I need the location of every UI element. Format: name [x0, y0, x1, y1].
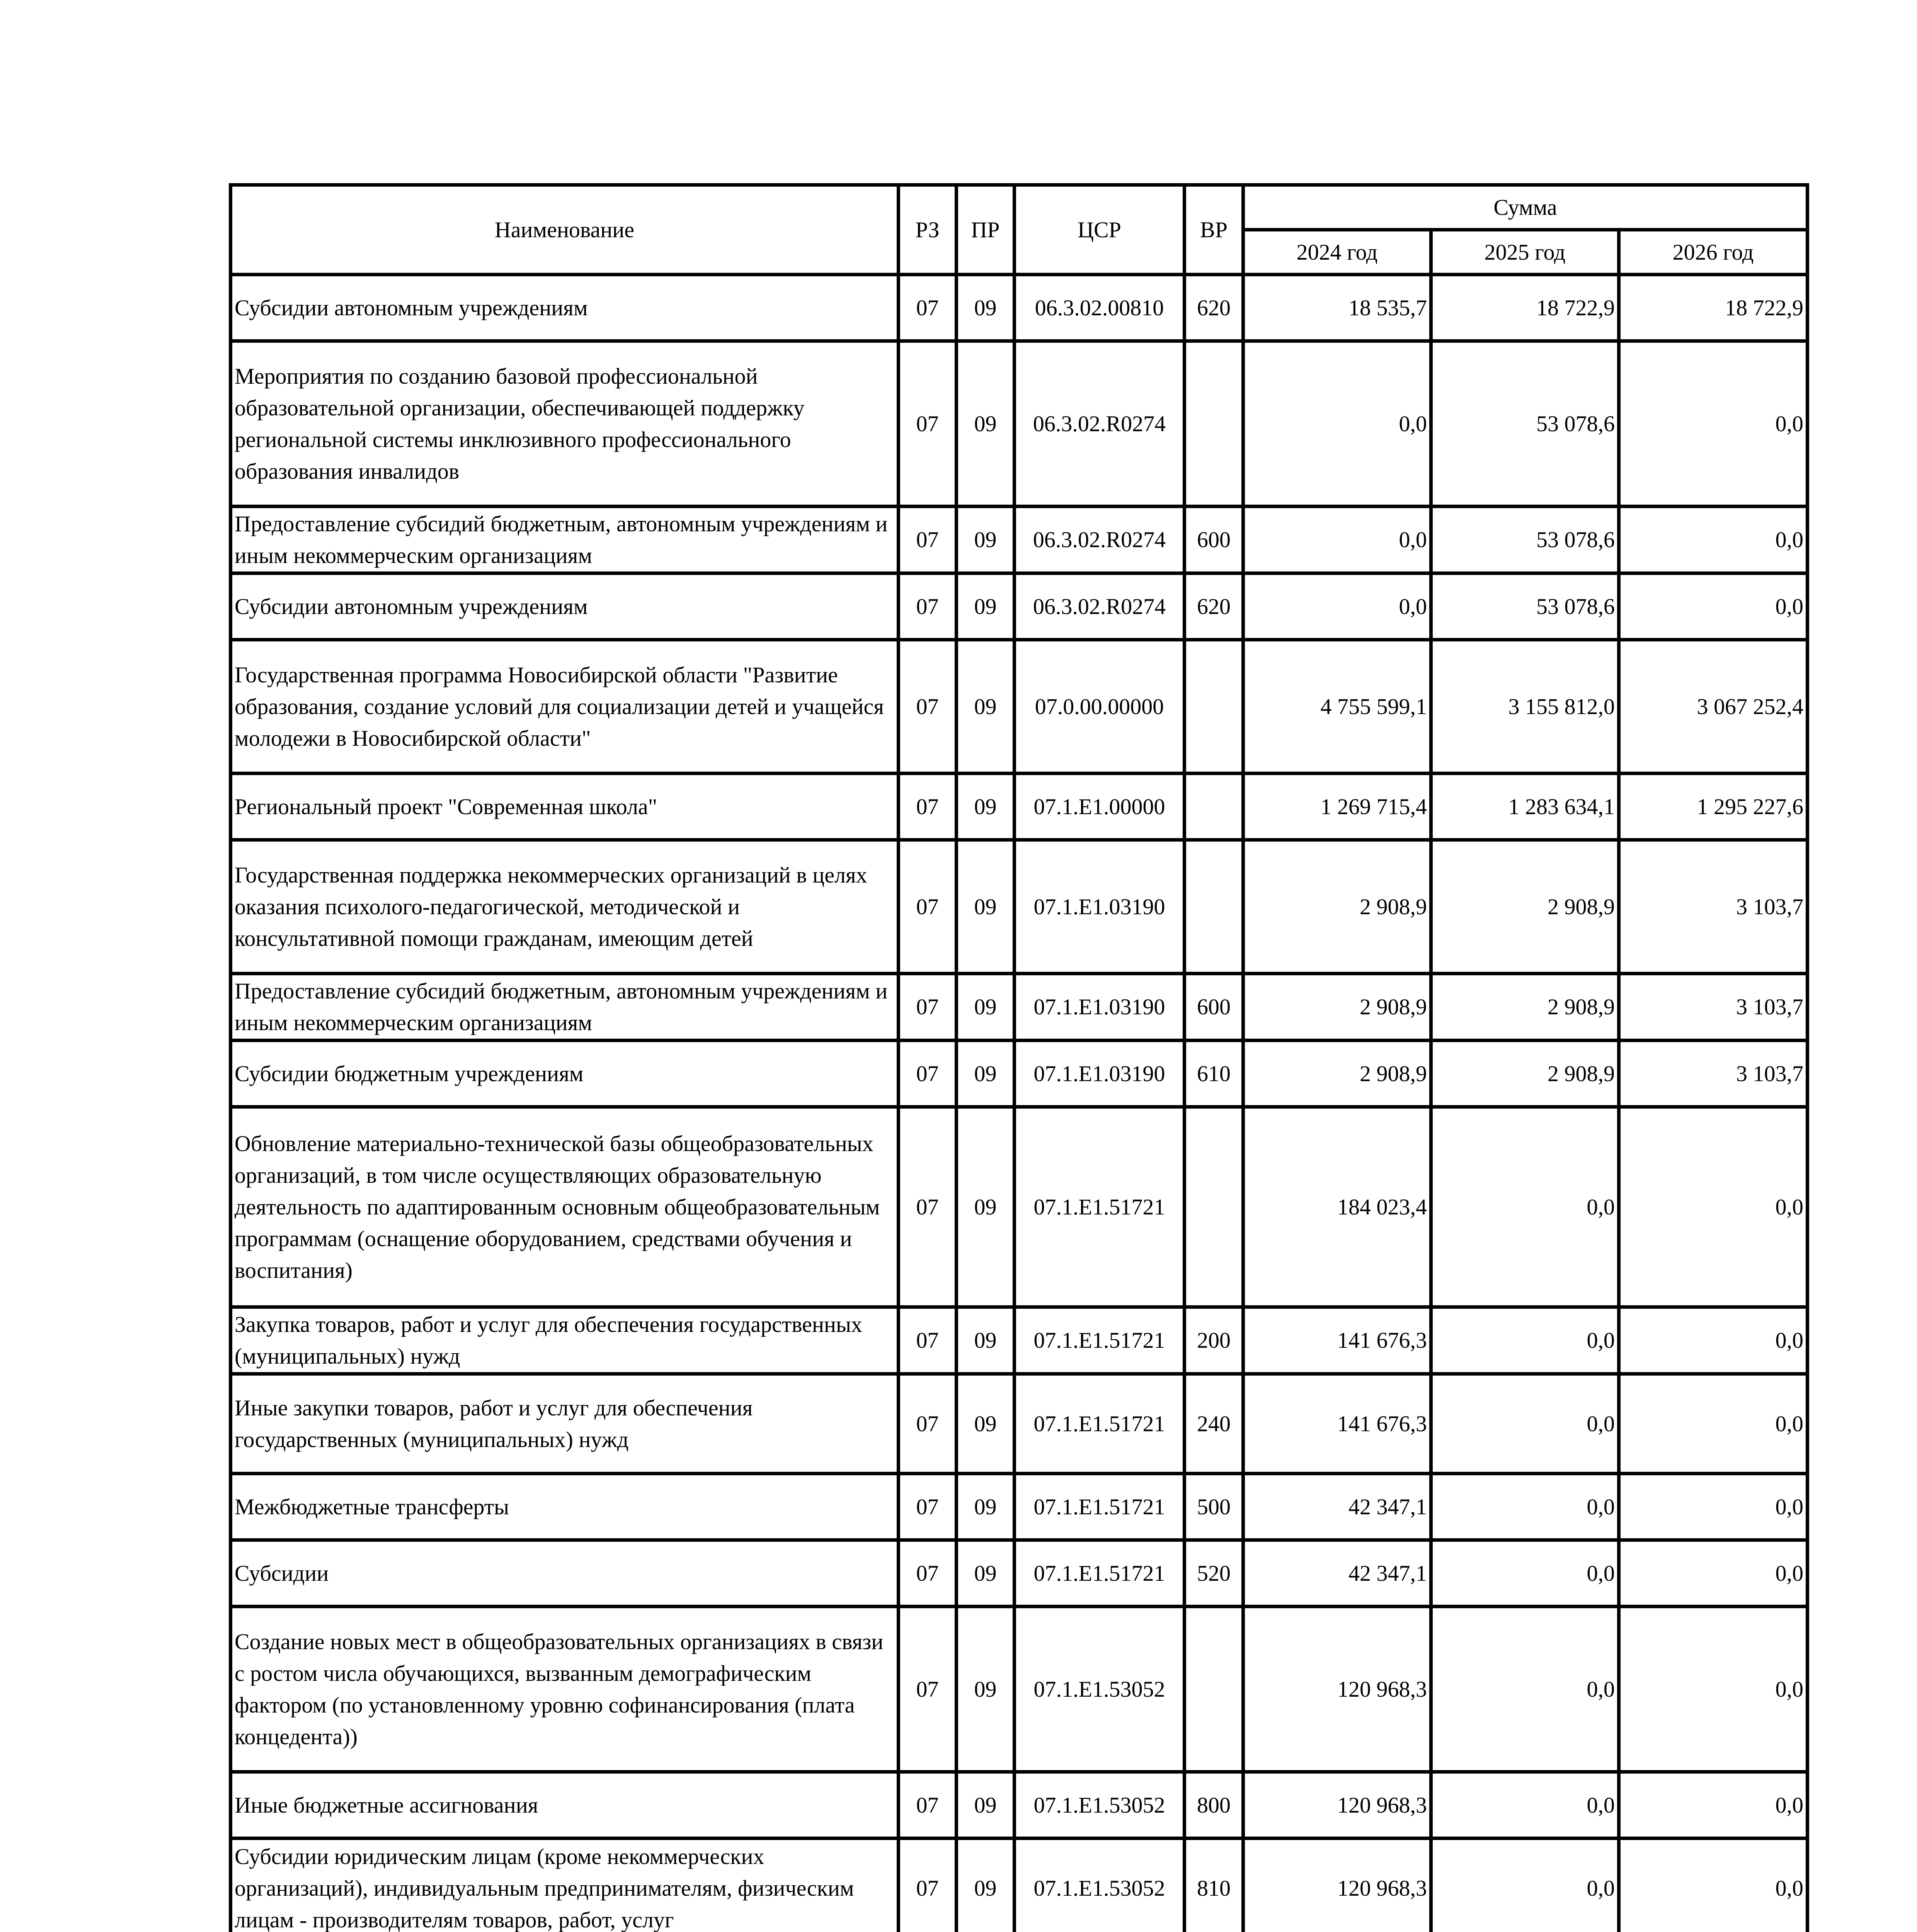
- cell-csr: 06.3.02.00810: [1015, 275, 1185, 341]
- cell-y2026: 0,0: [1619, 1540, 1808, 1607]
- cell-vr: 500: [1185, 1474, 1243, 1540]
- table-row: [231, 1307, 1808, 1374]
- cell-rz: 07: [899, 341, 957, 507]
- cell-pr: 09: [957, 1374, 1015, 1474]
- table-row: [231, 573, 1808, 640]
- cell-y2026: 0,0: [1619, 341, 1808, 507]
- cell-vr: 610: [1185, 1041, 1243, 1107]
- cell-y2026: 0,0: [1619, 1374, 1808, 1474]
- cell-name: Субсидии бюджетным учреждениям: [231, 1041, 899, 1107]
- table-row: [231, 1540, 1808, 1607]
- table-row: [231, 1838, 1808, 1932]
- cell-vr: 810: [1185, 1838, 1243, 1932]
- cell-rz: 07: [899, 974, 957, 1041]
- cell-y2025: 0,0: [1431, 1540, 1619, 1607]
- cell-y2025: 0,0: [1431, 1107, 1619, 1307]
- cell-csr: 07.1.E1.53052: [1015, 1838, 1185, 1932]
- cell-y2025: 0,0: [1431, 1474, 1619, 1540]
- cell-y2025: 3 155 812,0: [1431, 640, 1619, 774]
- cell-rz: 07: [899, 1772, 957, 1838]
- cell-y2026: 3 067 252,4: [1619, 640, 1808, 774]
- cell-vr: 240: [1185, 1374, 1243, 1474]
- cell-vr: [1185, 341, 1243, 507]
- cell-csr: 07.1.E1.51721: [1015, 1307, 1185, 1374]
- cell-name: Субсидии юридическим лицам (кроме некоммерческих организаций), индивидуальным предпринимателям, физическим лицам - производителям товаров, работ, услуг: [231, 1838, 899, 1932]
- cell-rz: 07: [899, 1838, 957, 1932]
- cell-rz: 07: [899, 1540, 957, 1607]
- cell-vr: [1185, 774, 1243, 840]
- cell-name: Субсидии автономным учреждениям: [231, 275, 899, 341]
- cell-pr: 09: [957, 341, 1015, 507]
- cell-vr: 620: [1185, 573, 1243, 640]
- cell-y2025: 53 078,6: [1431, 507, 1619, 573]
- cell-pr: 09: [957, 1540, 1015, 1607]
- cell-pr: 09: [957, 1307, 1015, 1374]
- table-row: [231, 1772, 1808, 1838]
- cell-rz: 07: [899, 1374, 957, 1474]
- cell-y2024: 0,0: [1243, 573, 1431, 640]
- cell-y2024: 4 755 599,1: [1243, 640, 1431, 774]
- cell-vr: [1185, 1107, 1243, 1307]
- cell-name: Субсидии: [231, 1540, 899, 1607]
- cell-rz: 07: [899, 1041, 957, 1107]
- cell-y2024: 141 676,3: [1243, 1307, 1431, 1374]
- cell-csr: 07.0.00.00000: [1015, 640, 1185, 774]
- cell-name: Предоставление субсидий бюджетным, автономным учреждениям и иным некоммерческим организациям: [231, 507, 899, 573]
- cell-y2024: 120 968,3: [1243, 1607, 1431, 1772]
- cell-y2024: 18 535,7: [1243, 275, 1431, 341]
- cell-y2026: 0,0: [1619, 573, 1808, 640]
- cell-name: Предоставление субсидий бюджетным, автономным учреждениям и иным некоммерческим организациям: [231, 974, 899, 1041]
- cell-y2024: 2 908,9: [1243, 840, 1431, 974]
- cell-name: Обновление материально-технической базы общеобразовательных организаций, в том числе осуществляющих образовательную деятельность по адаптированным основным общеобразовательным программам (оснащение оборудованием, средствами обучения и воспитания): [231, 1107, 899, 1307]
- cell-vr: [1185, 1607, 1243, 1772]
- cell-vr: 600: [1185, 974, 1243, 1041]
- cell-csr: 07.1.E1.03190: [1015, 840, 1185, 974]
- cell-pr: 09: [957, 1838, 1015, 1932]
- cell-y2024: 141 676,3: [1243, 1374, 1431, 1474]
- header-rz: РЗ: [899, 185, 957, 275]
- cell-y2024: 1 269 715,4: [1243, 774, 1431, 840]
- cell-pr: 09: [957, 1107, 1015, 1307]
- cell-y2025: 1 283 634,1: [1431, 774, 1619, 840]
- cell-y2025: 0,0: [1431, 1374, 1619, 1474]
- cell-y2026: 0,0: [1619, 507, 1808, 573]
- cell-csr: 07.1.E1.53052: [1015, 1607, 1185, 1772]
- cell-y2024: 2 908,9: [1243, 1041, 1431, 1107]
- cell-name: Государственная программа Новосибирской области "Развитие образования, создание условий для социализации детей и учащейся молодежи в Новосибирской области": [231, 640, 899, 774]
- cell-name: Иные бюджетные ассигнования: [231, 1772, 899, 1838]
- cell-rz: 07: [899, 275, 957, 341]
- cell-pr: 09: [957, 1772, 1015, 1838]
- cell-y2025: 53 078,6: [1431, 341, 1619, 507]
- cell-y2025: 2 908,9: [1431, 1041, 1619, 1107]
- table-row: [231, 1374, 1808, 1474]
- cell-name: Закупка товаров, работ и услуг для обеспечения государственных (муниципальных) нужд: [231, 1307, 899, 1374]
- header-vr: ВР: [1185, 185, 1243, 275]
- cell-vr: 600: [1185, 507, 1243, 573]
- cell-name: Межбюджетные трансферты: [231, 1474, 899, 1540]
- header-2025: 2025 год: [1431, 230, 1619, 275]
- cell-vr: 620: [1185, 275, 1243, 341]
- cell-rz: 07: [899, 840, 957, 974]
- cell-pr: 09: [957, 640, 1015, 774]
- cell-y2025: 2 908,9: [1431, 840, 1619, 974]
- cell-y2024: 120 968,3: [1243, 1838, 1431, 1932]
- cell-rz: 07: [899, 640, 957, 774]
- cell-rz: 07: [899, 1307, 957, 1374]
- table-row: [231, 1041, 1808, 1107]
- cell-pr: 09: [957, 573, 1015, 640]
- cell-pr: 09: [957, 774, 1015, 840]
- cell-y2026: 0,0: [1619, 1307, 1808, 1374]
- cell-y2024: 42 347,1: [1243, 1474, 1431, 1540]
- cell-pr: 09: [957, 1607, 1015, 1772]
- cell-y2026: 3 103,7: [1619, 1041, 1808, 1107]
- table-row: [231, 974, 1808, 1041]
- table-body: [231, 275, 1808, 1932]
- cell-pr: 09: [957, 1474, 1015, 1540]
- table-row: [231, 1474, 1808, 1540]
- cell-name: Государственная поддержка некоммерческих организаций в целях оказания психолого-педагогической, методической и консультативной помощи гражданам, имеющим детей: [231, 840, 899, 974]
- cell-csr: 06.3.02.R0274: [1015, 573, 1185, 640]
- cell-csr: 07.1.E1.00000: [1015, 774, 1185, 840]
- cell-vr: 520: [1185, 1540, 1243, 1607]
- cell-csr: 07.1.E1.51721: [1015, 1107, 1185, 1307]
- cell-csr: 06.3.02.R0274: [1015, 507, 1185, 573]
- cell-y2024: 2 908,9: [1243, 974, 1431, 1041]
- cell-name: Региональный проект "Современная школа": [231, 774, 899, 840]
- cell-y2026: 0,0: [1619, 1772, 1808, 1838]
- cell-csr: 07.1.E1.51721: [1015, 1540, 1185, 1607]
- cell-pr: 09: [957, 275, 1015, 341]
- cell-vr: 200: [1185, 1307, 1243, 1374]
- cell-y2025: 0,0: [1431, 1607, 1619, 1772]
- cell-csr: 07.1.E1.51721: [1015, 1374, 1185, 1474]
- cell-y2024: 42 347,1: [1243, 1540, 1431, 1607]
- header-pr: ПР: [957, 185, 1015, 275]
- header-2026: 2026 год: [1619, 230, 1808, 275]
- cell-y2025: 2 908,9: [1431, 974, 1619, 1041]
- cell-vr: [1185, 840, 1243, 974]
- cell-csr: 07.1.E1.53052: [1015, 1772, 1185, 1838]
- cell-y2026: 3 103,7: [1619, 840, 1808, 974]
- table-row: [231, 275, 1808, 341]
- cell-rz: 07: [899, 1474, 957, 1540]
- cell-y2025: 0,0: [1431, 1838, 1619, 1932]
- cell-csr: 07.1.E1.03190: [1015, 974, 1185, 1041]
- cell-y2026: 1 295 227,6: [1619, 774, 1808, 840]
- cell-csr: 06.3.02.R0274: [1015, 341, 1185, 507]
- cell-pr: 09: [957, 507, 1015, 573]
- cell-pr: 09: [957, 1041, 1015, 1107]
- cell-y2025: 0,0: [1431, 1772, 1619, 1838]
- cell-pr: 09: [957, 840, 1015, 974]
- cell-y2024: 184 023,4: [1243, 1107, 1431, 1307]
- cell-name: Субсидии автономным учреждениям: [231, 573, 899, 640]
- cell-rz: 07: [899, 507, 957, 573]
- header-sum: Сумма: [1243, 185, 1808, 230]
- cell-y2026: 3 103,7: [1619, 974, 1808, 1041]
- cell-vr: [1185, 640, 1243, 774]
- table-row: [231, 840, 1808, 974]
- table-row: [231, 1607, 1808, 1772]
- cell-y2026: 18 722,9: [1619, 275, 1808, 341]
- cell-y2024: 0,0: [1243, 341, 1431, 507]
- cell-y2026: 0,0: [1619, 1607, 1808, 1772]
- cell-y2025: 18 722,9: [1431, 275, 1619, 341]
- cell-rz: 07: [899, 1607, 957, 1772]
- cell-y2026: 0,0: [1619, 1474, 1808, 1540]
- cell-vr: 800: [1185, 1772, 1243, 1838]
- cell-csr: 07.1.E1.51721: [1015, 1474, 1185, 1540]
- table-row: [231, 507, 1808, 573]
- cell-name: Создание новых мест в общеобразовательных организациях в связи с ростом числа обучающихся, вызванным демографическим фактором (по установленному уровню софинансирования (плата концедента)): [231, 1607, 899, 1772]
- cell-name: Иные закупки товаров, работ и услуг для обеспечения государственных (муниципальных) нужд: [231, 1374, 899, 1474]
- cell-rz: 07: [899, 1107, 957, 1307]
- cell-y2025: 0,0: [1431, 1307, 1619, 1374]
- cell-y2026: 0,0: [1619, 1838, 1808, 1932]
- table-header: [231, 185, 1808, 275]
- table-row: [231, 341, 1808, 507]
- cell-csr: 07.1.E1.03190: [1015, 1041, 1185, 1107]
- cell-pr: 09: [957, 974, 1015, 1041]
- cell-y2024: 120 968,3: [1243, 1772, 1431, 1838]
- table-row: [231, 1107, 1808, 1307]
- cell-rz: 07: [899, 573, 957, 640]
- cell-rz: 07: [899, 774, 957, 840]
- header-name: Наименование: [231, 185, 899, 275]
- cell-y2025: 53 078,6: [1431, 573, 1619, 640]
- table-row: [231, 774, 1808, 840]
- header-csr: ЦСР: [1015, 185, 1185, 275]
- cell-y2024: 0,0: [1243, 507, 1431, 573]
- header-2024: 2024 год: [1243, 230, 1431, 275]
- table-row: [231, 640, 1808, 774]
- cell-name: Мероприятия по созданию базовой профессиональной образовательной организации, обеспечивающей поддержку региональной системы инклюзивного профессионального образования инвалидов: [231, 341, 899, 507]
- budget-table: [229, 183, 1809, 1932]
- cell-y2026: 0,0: [1619, 1107, 1808, 1307]
